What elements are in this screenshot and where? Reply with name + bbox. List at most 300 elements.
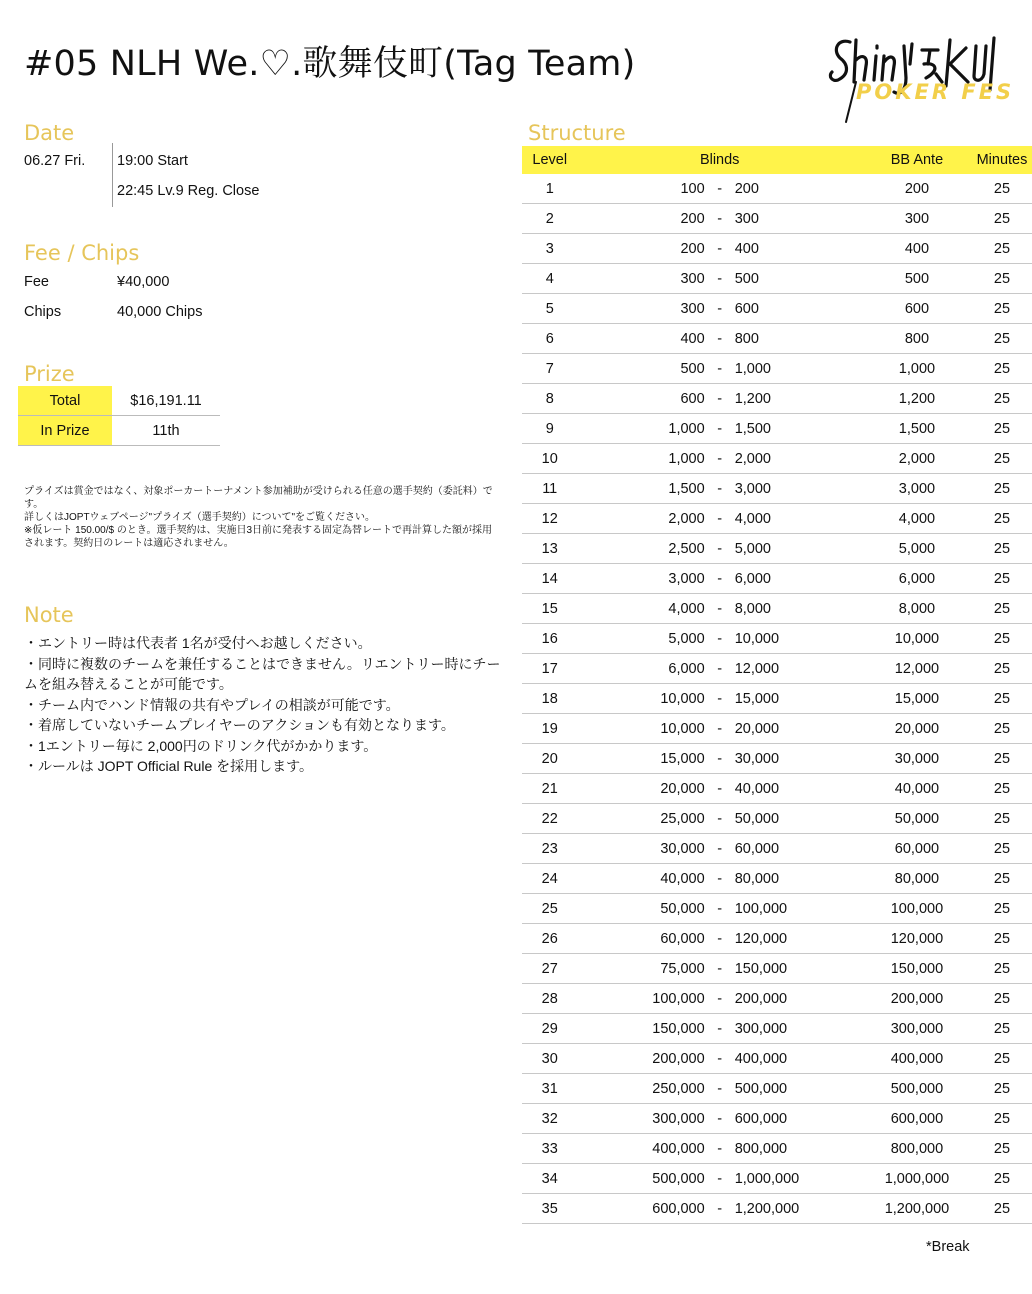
note-heading: Note xyxy=(24,603,74,627)
table-row xyxy=(522,984,1032,1014)
level-cell: 1 xyxy=(522,174,577,204)
break-note: *Break xyxy=(926,1239,970,1255)
blind-separator: - xyxy=(717,510,723,527)
structure-header-row xyxy=(522,146,1032,174)
level-cell: 35 xyxy=(522,1194,577,1224)
table-row xyxy=(522,654,1032,684)
table-row xyxy=(522,954,1032,984)
minutes-cell: 25 xyxy=(972,264,1032,294)
ante-cell: 800,000 xyxy=(862,1134,972,1164)
blinds-cell xyxy=(577,504,861,534)
big-blind: 60,000 xyxy=(734,840,780,857)
chips-value: 40,000 Chips xyxy=(117,304,203,320)
logo-subtitle: POKER FES xyxy=(856,80,1015,104)
prize-disclaimer xyxy=(24,485,494,550)
big-blind: 1,000,000 xyxy=(734,1170,800,1187)
level-cell: 32 xyxy=(522,1104,577,1134)
disclaimer-line: 詳しくはJOPTウェブページ"プライズ（選手契約）について"をご覧ください。 xyxy=(24,512,376,523)
small-blind: 400,000 xyxy=(652,1140,705,1157)
level-cell: 25 xyxy=(522,894,577,924)
minutes-cell: 25 xyxy=(972,234,1032,264)
blind-separator: - xyxy=(717,780,723,797)
table-row xyxy=(522,624,1032,654)
prize-inprize-value: 11th xyxy=(112,416,220,446)
blinds-cell xyxy=(577,264,861,294)
minutes-cell: 25 xyxy=(972,354,1032,384)
small-blind: 25,000 xyxy=(660,810,705,827)
blinds-cell xyxy=(577,774,861,804)
blinds-cell xyxy=(577,684,861,714)
ante-cell: 150,000 xyxy=(862,954,972,984)
table-row xyxy=(522,684,1032,714)
small-blind: 150,000 xyxy=(652,1020,705,1037)
minutes-cell: 25 xyxy=(972,894,1032,924)
minutes-cell: 25 xyxy=(972,744,1032,774)
ante-cell: 8,000 xyxy=(862,594,972,624)
ante-cell: 10,000 xyxy=(862,624,972,654)
big-blind: 1,000 xyxy=(734,360,771,377)
minutes-cell: 25 xyxy=(972,1014,1032,1044)
big-blind: 600 xyxy=(734,300,759,317)
level-cell: 34 xyxy=(522,1164,577,1194)
ante-cell: 15,000 xyxy=(862,684,972,714)
table-row xyxy=(522,324,1032,354)
ante-cell: 400,000 xyxy=(862,1044,972,1074)
small-blind: 2,000 xyxy=(668,510,705,527)
ante-cell: 300 xyxy=(862,204,972,234)
blind-separator: - xyxy=(717,1050,723,1067)
small-blind: 50,000 xyxy=(660,900,705,917)
big-blind: 2,000 xyxy=(734,450,771,467)
minutes-cell: 25 xyxy=(972,174,1032,204)
small-blind: 15,000 xyxy=(660,750,705,767)
header-blinds: Blinds xyxy=(577,146,861,174)
prize-total-row xyxy=(18,386,220,416)
blinds-cell xyxy=(577,654,861,684)
level-cell: 20 xyxy=(522,744,577,774)
ante-cell: 600,000 xyxy=(862,1104,972,1134)
small-blind: 600 xyxy=(680,390,705,407)
blind-separator: - xyxy=(717,630,723,647)
minutes-cell: 25 xyxy=(972,324,1032,354)
ante-cell: 40,000 xyxy=(862,774,972,804)
prize-inprize-label: In Prize xyxy=(18,416,112,446)
blind-separator: - xyxy=(717,660,723,677)
blind-separator: - xyxy=(717,300,723,317)
small-blind: 5,000 xyxy=(668,630,705,647)
blinds-cell xyxy=(577,1104,861,1134)
header-ante: BB Ante xyxy=(862,146,972,174)
blind-separator: - xyxy=(717,1140,723,1157)
minutes-cell: 25 xyxy=(972,1044,1032,1074)
date-start: 19:00 Start xyxy=(117,153,188,169)
big-blind: 400,000 xyxy=(734,1050,788,1067)
ante-cell: 30,000 xyxy=(862,744,972,774)
blinds-cell xyxy=(577,384,861,414)
big-blind: 500,000 xyxy=(734,1080,788,1097)
level-cell: 26 xyxy=(522,924,577,954)
small-blind: 20,000 xyxy=(660,780,705,797)
minutes-cell: 25 xyxy=(972,594,1032,624)
blinds-cell xyxy=(577,324,861,354)
blind-separator: - xyxy=(717,600,723,617)
ante-cell: 1,200 xyxy=(862,384,972,414)
prize-heading: Prize xyxy=(24,362,75,386)
minutes-cell: 25 xyxy=(972,534,1032,564)
blind-separator: - xyxy=(717,420,723,437)
big-blind: 12,000 xyxy=(734,660,780,677)
blinds-cell xyxy=(577,534,861,564)
ante-cell: 3,000 xyxy=(862,474,972,504)
small-blind: 2,500 xyxy=(668,540,705,557)
big-blind: 10,000 xyxy=(734,630,780,647)
note-list xyxy=(24,633,504,777)
blind-separator: - xyxy=(717,990,723,1007)
small-blind: 600,000 xyxy=(652,1200,705,1217)
level-cell: 7 xyxy=(522,354,577,384)
big-blind: 6,000 xyxy=(734,570,771,587)
fee-value: ¥40,000 xyxy=(117,274,170,290)
note-item: ・ルールは JOPT Official Rule を採用します。 xyxy=(24,758,314,774)
blinds-cell xyxy=(577,1014,861,1044)
big-blind: 800 xyxy=(734,330,759,347)
header-minutes: Minutes xyxy=(972,146,1032,174)
blinds-cell xyxy=(577,714,861,744)
shinjuku-logo xyxy=(826,30,998,124)
table-row xyxy=(522,714,1032,744)
small-blind: 40,000 xyxy=(660,870,705,887)
table-row xyxy=(522,354,1032,384)
small-blind: 250,000 xyxy=(652,1080,705,1097)
table-row xyxy=(522,1164,1032,1194)
ante-cell: 6,000 xyxy=(862,564,972,594)
small-blind: 75,000 xyxy=(660,960,705,977)
minutes-cell: 25 xyxy=(972,624,1032,654)
ante-cell: 50,000 xyxy=(862,804,972,834)
big-blind: 50,000 xyxy=(734,810,780,827)
date-reg-close: 22:45 Lv.9 Reg. Close xyxy=(117,183,260,199)
big-blind: 3,000 xyxy=(734,480,771,497)
prize-total-label: Total xyxy=(18,386,112,416)
minutes-cell: 25 xyxy=(972,714,1032,744)
minutes-cell: 25 xyxy=(972,924,1032,954)
blinds-cell xyxy=(577,1134,861,1164)
blinds-cell xyxy=(577,834,861,864)
big-blind: 800,000 xyxy=(734,1140,788,1157)
blinds-cell xyxy=(577,744,861,774)
ante-cell: 12,000 xyxy=(862,654,972,684)
blind-separator: - xyxy=(717,1200,723,1217)
note-item: ・同時に複数のチームを兼任することはできません。リエントリー時にチームを組み替えることが可能です。 xyxy=(24,655,501,692)
small-blind: 500,000 xyxy=(652,1170,705,1187)
big-blind: 300 xyxy=(734,210,759,227)
date-divider xyxy=(112,143,113,207)
big-blind: 1,500 xyxy=(734,420,771,437)
blinds-cell xyxy=(577,174,861,204)
table-row xyxy=(522,504,1032,534)
minutes-cell: 25 xyxy=(972,444,1032,474)
big-blind: 120,000 xyxy=(734,930,788,947)
level-cell: 2 xyxy=(522,204,577,234)
minutes-cell: 25 xyxy=(972,684,1032,714)
small-blind: 100,000 xyxy=(652,990,705,1007)
level-cell: 15 xyxy=(522,594,577,624)
minutes-cell: 25 xyxy=(972,474,1032,504)
fee-label: Fee xyxy=(24,274,49,290)
blinds-cell xyxy=(577,864,861,894)
ante-cell: 1,200,000 xyxy=(862,1194,972,1224)
small-blind: 300 xyxy=(680,270,705,287)
blinds-cell xyxy=(577,1194,861,1224)
level-cell: 3 xyxy=(522,234,577,264)
ante-cell: 300,000 xyxy=(862,1014,972,1044)
minutes-cell: 25 xyxy=(972,1104,1032,1134)
blind-separator: - xyxy=(717,900,723,917)
level-cell: 24 xyxy=(522,864,577,894)
blinds-cell xyxy=(577,984,861,1014)
small-blind: 500 xyxy=(680,360,705,377)
ante-cell: 1,500 xyxy=(862,414,972,444)
table-row xyxy=(522,1194,1032,1224)
level-cell: 9 xyxy=(522,414,577,444)
table-row xyxy=(522,894,1032,924)
big-blind: 300,000 xyxy=(734,1020,788,1037)
blinds-cell xyxy=(577,594,861,624)
minutes-cell: 25 xyxy=(972,654,1032,684)
big-blind: 30,000 xyxy=(734,750,780,767)
small-blind: 4,000 xyxy=(668,600,705,617)
blinds-cell xyxy=(577,444,861,474)
blind-separator: - xyxy=(717,750,723,767)
blinds-cell xyxy=(577,804,861,834)
table-row xyxy=(522,474,1032,504)
table-row xyxy=(522,534,1032,564)
small-blind: 200,000 xyxy=(652,1050,705,1067)
ante-cell: 20,000 xyxy=(862,714,972,744)
structure-table xyxy=(522,146,1032,1224)
blind-separator: - xyxy=(717,930,723,947)
minutes-cell: 25 xyxy=(972,954,1032,984)
big-blind: 100,000 xyxy=(734,900,788,917)
blinds-cell xyxy=(577,1044,861,1074)
small-blind: 6,000 xyxy=(668,660,705,677)
blind-separator: - xyxy=(717,840,723,857)
minutes-cell: 25 xyxy=(972,864,1032,894)
table-row xyxy=(522,864,1032,894)
minutes-cell: 25 xyxy=(972,984,1032,1014)
blind-separator: - xyxy=(717,330,723,347)
table-row xyxy=(522,1074,1032,1104)
blinds-cell xyxy=(577,474,861,504)
small-blind: 10,000 xyxy=(660,690,705,707)
note-item: ・着席していないチームプレイヤーのアクションも有効となります。 xyxy=(24,717,455,733)
level-cell: 27 xyxy=(522,954,577,984)
minutes-cell: 25 xyxy=(972,1164,1032,1194)
level-cell: 14 xyxy=(522,564,577,594)
small-blind: 30,000 xyxy=(660,840,705,857)
blind-separator: - xyxy=(717,1110,723,1127)
blinds-cell xyxy=(577,354,861,384)
blind-separator: - xyxy=(717,570,723,587)
table-row xyxy=(522,204,1032,234)
table-row xyxy=(522,1134,1032,1164)
table-row xyxy=(522,804,1032,834)
blind-separator: - xyxy=(717,390,723,407)
table-row xyxy=(522,744,1032,774)
level-cell: 22 xyxy=(522,804,577,834)
blinds-cell xyxy=(577,894,861,924)
table-row xyxy=(522,444,1032,474)
blinds-cell xyxy=(577,294,861,324)
minutes-cell: 25 xyxy=(972,1134,1032,1164)
blinds-cell xyxy=(577,564,861,594)
small-blind: 60,000 xyxy=(660,930,705,947)
small-blind: 200 xyxy=(680,240,705,257)
note-item: ・1エントリー毎に 2,000円のドリンク代がかかります。 xyxy=(24,737,378,754)
header-level: Level xyxy=(522,146,577,174)
table-row xyxy=(522,234,1032,264)
blind-separator: - xyxy=(717,1080,723,1097)
table-row xyxy=(522,924,1032,954)
level-cell: 19 xyxy=(522,714,577,744)
ante-cell: 80,000 xyxy=(862,864,972,894)
level-cell: 18 xyxy=(522,684,577,714)
disclaimer-line: プライズは賞金ではなく、対象ポーカートーナメント参加補助が受けられる任意の選手契約（委託料）です。 xyxy=(24,486,493,510)
date-day: 06.27 Fri. xyxy=(24,153,86,169)
table-row xyxy=(522,774,1032,804)
ante-cell: 4,000 xyxy=(862,504,972,534)
blind-separator: - xyxy=(717,870,723,887)
small-blind: 1,000 xyxy=(668,450,705,467)
ante-cell: 2,000 xyxy=(862,444,972,474)
table-row xyxy=(522,1044,1032,1074)
table-row xyxy=(522,834,1032,864)
level-cell: 10 xyxy=(522,444,577,474)
level-cell: 30 xyxy=(522,1044,577,1074)
blinds-cell xyxy=(577,1074,861,1104)
minutes-cell: 25 xyxy=(972,414,1032,444)
table-row xyxy=(522,174,1032,204)
big-blind: 500 xyxy=(734,270,759,287)
big-blind: 80,000 xyxy=(734,870,780,887)
ante-cell: 200,000 xyxy=(862,984,972,1014)
date-heading: Date xyxy=(24,121,75,145)
level-cell: 21 xyxy=(522,774,577,804)
ante-cell: 600 xyxy=(862,294,972,324)
disclaimer-line: ※仮レート 150.00/$ のとき。選手契約は、実施日3日前に発表する固定為替レートで再計算した額が採用されます。契約日のレートは適応されません。 xyxy=(24,525,493,549)
ante-cell: 5,000 xyxy=(862,534,972,564)
level-cell: 6 xyxy=(522,324,577,354)
blind-separator: - xyxy=(717,540,723,557)
small-blind: 3,000 xyxy=(668,570,705,587)
blind-separator: - xyxy=(717,240,723,257)
blind-separator: - xyxy=(717,690,723,707)
prize-table xyxy=(18,386,220,446)
minutes-cell: 25 xyxy=(972,1194,1032,1224)
ante-cell: 100,000 xyxy=(862,894,972,924)
note-item: ・エントリー時は代表者 1名が受付へお越しください。 xyxy=(24,635,372,651)
table-row xyxy=(522,384,1032,414)
page-title: #05 NLH We.♡.歌舞伎町(Tag Team) xyxy=(24,44,636,84)
big-blind: 4,000 xyxy=(734,510,771,527)
level-cell: 8 xyxy=(522,384,577,414)
blind-separator: - xyxy=(717,720,723,737)
blinds-cell xyxy=(577,624,861,654)
minutes-cell: 25 xyxy=(972,774,1032,804)
small-blind: 10,000 xyxy=(660,720,705,737)
ante-cell: 500 xyxy=(862,264,972,294)
blind-separator: - xyxy=(717,480,723,497)
structure-heading: Structure xyxy=(528,121,626,145)
minutes-cell: 25 xyxy=(972,504,1032,534)
table-row xyxy=(522,1104,1032,1134)
level-cell: 16 xyxy=(522,624,577,654)
ante-cell: 1,000 xyxy=(862,354,972,384)
note-item: ・チーム内でハンド情報の共有やプレイの相談が可能です。 xyxy=(24,696,400,713)
big-blind: 200,000 xyxy=(734,990,788,1007)
table-row xyxy=(522,294,1032,324)
blinds-cell xyxy=(577,924,861,954)
ante-cell: 200 xyxy=(862,174,972,204)
blinds-cell xyxy=(577,1164,861,1194)
big-blind: 15,000 xyxy=(734,690,780,707)
level-cell: 4 xyxy=(522,264,577,294)
table-row xyxy=(522,264,1032,294)
table-row xyxy=(522,1014,1032,1044)
blind-separator: - xyxy=(717,450,723,467)
small-blind: 300,000 xyxy=(652,1110,705,1127)
minutes-cell: 25 xyxy=(972,804,1032,834)
blind-separator: - xyxy=(717,960,723,977)
chips-label: Chips xyxy=(24,304,62,320)
ante-cell: 60,000 xyxy=(862,834,972,864)
blind-separator: - xyxy=(717,360,723,377)
small-blind: 400 xyxy=(680,330,705,347)
big-blind: 8,000 xyxy=(734,600,771,617)
minutes-cell: 25 xyxy=(972,564,1032,594)
big-blind: 200 xyxy=(734,180,759,197)
small-blind: 1,000 xyxy=(668,420,705,437)
minutes-cell: 25 xyxy=(972,204,1032,234)
small-blind: 100 xyxy=(680,180,705,197)
table-row xyxy=(522,594,1032,624)
blinds-cell xyxy=(577,954,861,984)
big-blind: 5,000 xyxy=(734,540,771,557)
minutes-cell: 25 xyxy=(972,834,1032,864)
blind-separator: - xyxy=(717,810,723,827)
minutes-cell: 25 xyxy=(972,384,1032,414)
big-blind: 1,200,000 xyxy=(734,1200,800,1217)
big-blind: 600,000 xyxy=(734,1110,788,1127)
blinds-cell xyxy=(577,204,861,234)
level-cell: 23 xyxy=(522,834,577,864)
blinds-cell xyxy=(577,234,861,264)
blind-separator: - xyxy=(717,210,723,227)
level-cell: 28 xyxy=(522,984,577,1014)
prize-inprize-row xyxy=(18,416,220,446)
level-cell: 12 xyxy=(522,504,577,534)
level-cell: 5 xyxy=(522,294,577,324)
table-row xyxy=(522,564,1032,594)
table-row xyxy=(522,414,1032,444)
level-cell: 29 xyxy=(522,1014,577,1044)
level-cell: 11 xyxy=(522,474,577,504)
level-cell: 33 xyxy=(522,1134,577,1164)
blind-separator: - xyxy=(717,270,723,287)
ante-cell: 120,000 xyxy=(862,924,972,954)
blind-separator: - xyxy=(717,180,723,197)
big-blind: 400 xyxy=(734,240,759,257)
